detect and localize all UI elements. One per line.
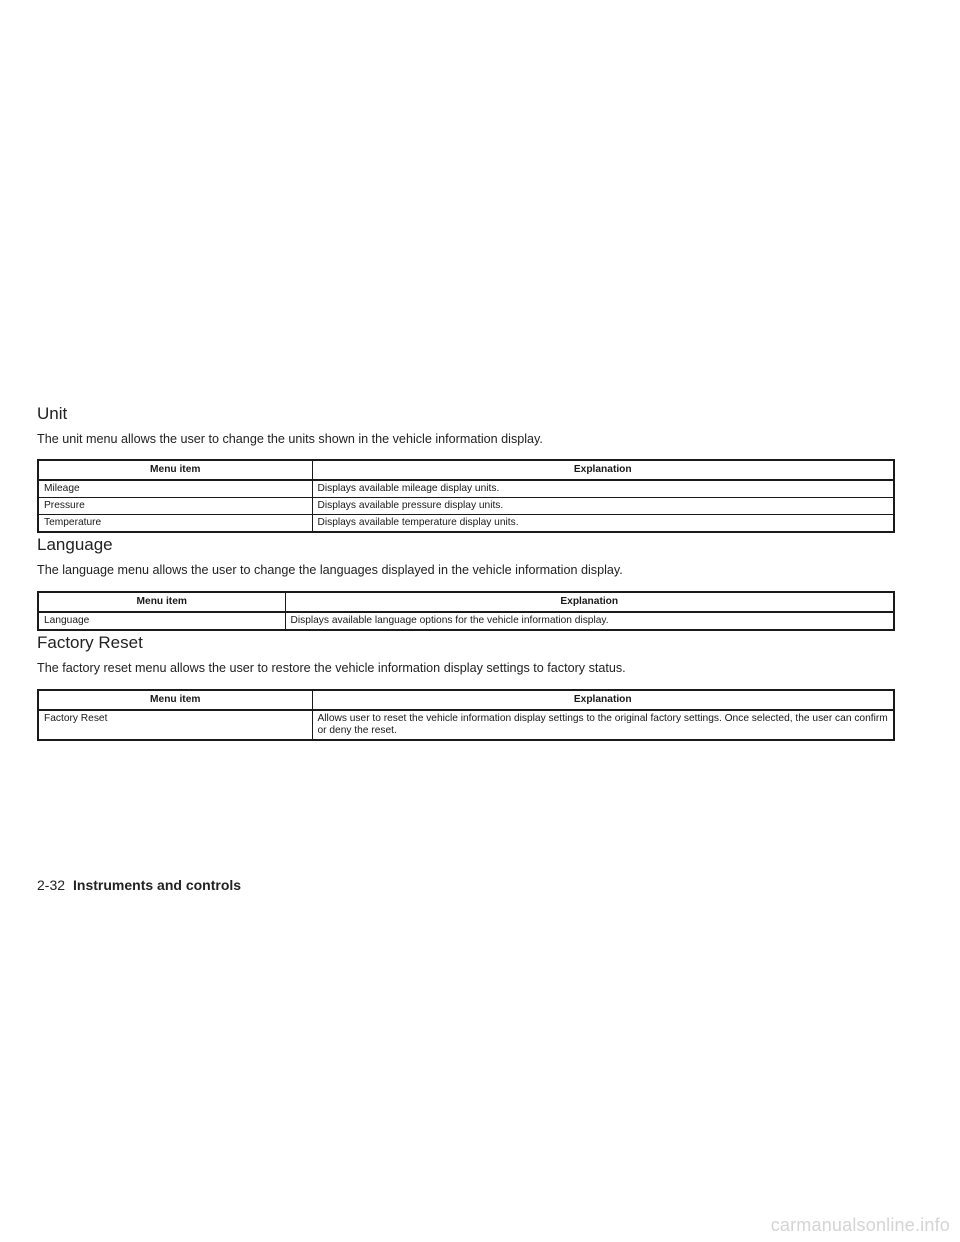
header-menu-item: Menu item [38, 460, 312, 480]
factory-reset-table [37, 689, 895, 741]
page-footer [37, 876, 241, 894]
menu-item-cell: Temperature [38, 515, 312, 533]
language-heading: Language [37, 535, 113, 554]
header-explanation: Explanation [312, 460, 894, 480]
unit-section [37, 404, 895, 533]
page-number: 2-32 [37, 877, 66, 893]
header-explanation: Explanation [285, 592, 894, 612]
table-row [38, 515, 894, 533]
menu-item-cell: Mileage [38, 480, 312, 498]
menu-item-cell: Language [38, 612, 285, 630]
table-row [38, 480, 894, 498]
table-header-row [38, 690, 894, 710]
factory-reset-section [37, 633, 895, 741]
table-header-row [38, 592, 894, 612]
explanation-cell: Displays available temperature display units. [312, 515, 894, 533]
explanation-cell: Displays available pressure display units. [312, 498, 894, 515]
factory-reset-heading: Factory Reset [37, 633, 143, 652]
header-menu-item: Menu item [38, 592, 285, 612]
language-description: The language menu allows the user to change the languages displayed in the vehicle information display. [37, 563, 623, 577]
unit-description: The unit menu allows the user to change the units shown in the vehicle information display. [37, 432, 543, 446]
explanation-cell: Displays available mileage display units. [312, 480, 894, 498]
unit-heading: Unit [37, 404, 68, 423]
header-explanation: Explanation [312, 690, 894, 710]
language-table [37, 591, 895, 631]
language-section [37, 535, 895, 631]
explanation-cell: Displays available language options for the vehicle information display. [285, 612, 894, 630]
table-header-row [38, 460, 894, 480]
table-row [38, 612, 894, 630]
table-row [38, 710, 894, 740]
menu-item-cell: Factory Reset [38, 710, 312, 740]
header-menu-item: Menu item [38, 690, 312, 710]
factory-reset-description: The factory reset menu allows the user to restore the vehicle information display settings to factory status. [37, 661, 626, 675]
chapter-title: Instruments and controls [73, 877, 242, 893]
table-row [38, 498, 894, 515]
menu-item-cell: Pressure [38, 498, 312, 515]
watermark: carmanualsonline.info [770, 1215, 950, 1235]
unit-table [37, 459, 895, 533]
explanation-cell: Allows user to reset the vehicle information display settings to the original factory settings. Once selected, the user can confirm or deny the reset. [312, 710, 894, 740]
